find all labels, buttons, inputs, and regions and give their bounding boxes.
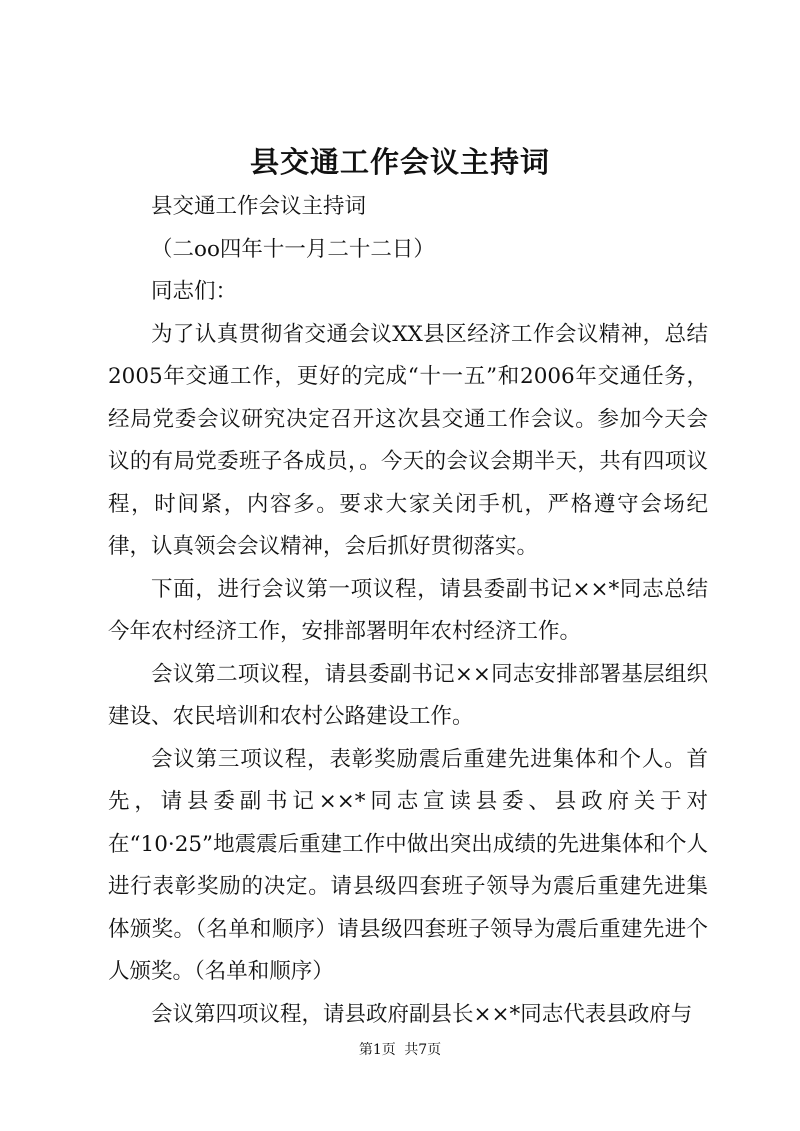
page-total: 共7页: [404, 1042, 442, 1058]
paragraph-agenda-1: 下面，进行会议第一项议程，请县委副书记××*同志总结今年农村经济工作，安排部署明年农村经济工作。: [108, 576, 708, 644]
paragraph-date: （二oo四年十一月二十二日）: [151, 236, 435, 262]
paragraph-opening: 为了认真贯彻省交通会议XX县区经济工作会议精神，总结2005年交通工作，更好的完成“十一五”和2006年交通任务，经局党委会议研究决定召开这次县交通工作会议。参加今天会议的有局党委班子各成员，。今天的会议会期半天，共有四项议程，时间紧，内容多。要求大家关闭手机，严格遵守会场纪律，认真领会会议精神，会后抓好贯彻落实。: [108, 321, 708, 559]
paragraph-agenda-3: 会议第三项议程，表彰奖励震后重建先进集体和个人。首先，请县委副书记××*同志宣读县委、县政府关于对在“10·25”地震震后重建工作中做出突出成绩的先进集体和个人进行表彰奖励的决定。请县级四套班子领导为震后重建先进集体颁奖。（名单和顺序）请县级四套班子领导为震后重建先进个人颁奖。（名单和顺序）: [108, 746, 708, 984]
paragraph-heading: 县交通工作会议主持词: [151, 194, 367, 219]
page-number: 第1页: [358, 1042, 396, 1058]
paragraph-agenda-2: 会议第二项议程，请县委副书记××同志安排部署基层组织建设、农民培训和农村公路建设工作。: [108, 661, 708, 729]
page-footer: [0, 1040, 800, 1060]
paragraph-agenda-4: 会议第四项议程，请县政府副县长××*同志代表县政府与: [151, 1001, 693, 1027]
paragraph-salutation: 同志们：: [151, 279, 238, 304]
document-title: 县交通工作会议主持词: [249, 145, 550, 179]
document-body: [108, 186, 708, 1036]
